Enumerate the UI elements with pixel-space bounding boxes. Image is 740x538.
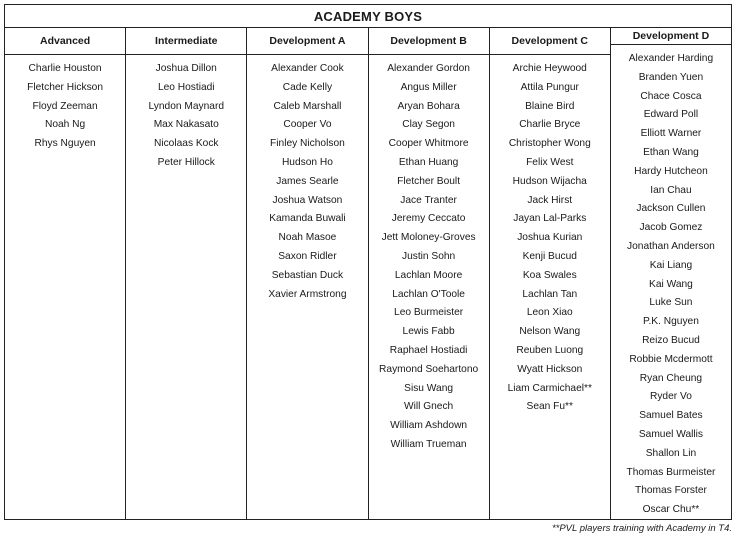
- player-name: Felix West: [526, 156, 574, 168]
- academy-roster-table: [4, 4, 732, 520]
- player-name: Kai Wang: [649, 278, 693, 290]
- player-name: Sisu Wang: [404, 382, 454, 394]
- player-name: Lachlan Tan: [522, 288, 578, 300]
- player-name: Cooper Vo: [283, 119, 332, 131]
- player-name: Hudson Wijacha: [512, 175, 587, 187]
- player-name: Jackson Cullen: [636, 203, 706, 215]
- player-name: Floyd Zeeman: [32, 100, 98, 112]
- player-name: Oscar Chu**: [642, 504, 700, 516]
- player-name: Will Gnech: [403, 401, 454, 413]
- player-name: Wyatt Hickson: [517, 363, 583, 375]
- column-development-a: [247, 28, 368, 520]
- column-development-c: [490, 28, 611, 520]
- player-name: Charlie Bryce: [519, 119, 581, 131]
- player-name: Sean Fu**: [526, 401, 573, 413]
- columns-container: [5, 28, 731, 520]
- player-list: [611, 45, 731, 520]
- player-name: Lachlan Moore: [394, 269, 463, 281]
- player-name: Noah Ng: [44, 119, 86, 131]
- player-name: Joshua Dillon: [155, 63, 217, 74]
- player-name: Hudson Ho: [281, 156, 333, 168]
- table-title: ACADEMY BOYS: [5, 5, 731, 28]
- player-name: Ryder Vo: [649, 391, 692, 403]
- player-name: Noah Masoe: [278, 232, 337, 244]
- player-name: Leon Xiao: [526, 307, 573, 319]
- player-name: Finley Nicholson: [270, 138, 345, 150]
- player-name: Joshua Kurian: [517, 232, 583, 244]
- player-name: Samuel Bates: [639, 410, 703, 422]
- player-name: Clay Segon: [402, 119, 455, 131]
- player-name: Alexander Harding: [628, 53, 714, 65]
- player-name: Alexander Gordon: [387, 63, 470, 74]
- player-name: Lyndon Maynard: [148, 100, 225, 112]
- player-name: Jeremy Ceccato: [391, 213, 466, 225]
- player-name: Attila Pungur: [520, 81, 579, 93]
- player-name: P.K. Nguyen: [643, 316, 699, 328]
- player-name: Jonathan Anderson: [627, 241, 715, 253]
- player-name: Joshua Watson: [272, 194, 343, 206]
- column-heading: Advanced: [5, 28, 125, 55]
- player-name: Blaine Bird: [525, 100, 575, 112]
- player-name: Nicolaas Kock: [153, 138, 219, 150]
- column-intermediate: [126, 28, 247, 520]
- player-list: [369, 55, 489, 455]
- player-name: Jett Moloney-Groves: [381, 232, 476, 244]
- footnote: **PVL players training with Academy in T4.: [551, 523, 732, 534]
- player-name: Ryan Cheung: [639, 372, 703, 384]
- player-list: [490, 55, 610, 417]
- player-name: Thomas Burmeister: [626, 466, 716, 478]
- player-name: Rhys Nguyen: [34, 138, 96, 150]
- player-name: Samuel Wallis: [638, 429, 704, 441]
- player-name: Kai Liang: [649, 259, 693, 271]
- player-name: Justin Sohn: [401, 250, 456, 262]
- player-name: James Searle: [276, 175, 339, 187]
- player-name: Jace Tranter: [400, 194, 457, 206]
- column-development-d: [611, 28, 731, 520]
- player-name: Luke Sun: [649, 297, 693, 309]
- player-name: William Trueman: [390, 438, 467, 450]
- player-name: Raymond Soehartono: [379, 363, 479, 375]
- player-name: Jayan Lal-Parks: [513, 213, 587, 225]
- column-heading: Development A: [247, 28, 367, 55]
- player-name: Robbie Mcdermott: [629, 353, 713, 365]
- player-name: Leo Burmeister: [394, 307, 464, 319]
- player-name: Caleb Marshall: [273, 100, 342, 112]
- player-name: Lewis Fabb: [402, 326, 455, 338]
- column-development-b: [369, 28, 490, 520]
- player-name: Fletcher Hickson: [27, 81, 104, 93]
- player-name: Ethan Wang: [643, 147, 699, 159]
- player-name: Charlie Houston: [28, 63, 102, 74]
- player-list: [5, 55, 125, 154]
- player-name: Jacob Gomez: [639, 222, 703, 234]
- player-name: Kenji Bucud: [522, 250, 577, 262]
- column-heading: Development D: [611, 28, 731, 45]
- player-name: Reizo Bucud: [642, 335, 700, 347]
- player-name: Elliott Warner: [640, 128, 702, 140]
- player-name: Aryan Bohara: [397, 100, 460, 112]
- player-name: Cade Kelly: [282, 81, 333, 93]
- player-name: Nelson Wang: [519, 326, 581, 338]
- player-name: Raphael Hostiadi: [389, 344, 468, 356]
- player-name: Angus Miller: [400, 81, 457, 93]
- player-name: Liam Carmichael**: [507, 382, 592, 394]
- player-name: Shallon Lin: [645, 447, 697, 459]
- player-name: Sebastian Duck: [271, 269, 344, 281]
- player-name: Lachlan O'Toole: [392, 288, 465, 300]
- player-name: Ethan Huang: [398, 156, 459, 168]
- player-name: Thomas Forster: [634, 485, 707, 497]
- player-name: Alexander Cook: [271, 63, 344, 74]
- column-advanced: [5, 28, 126, 520]
- column-heading: Development B: [369, 28, 489, 55]
- player-name: Jack Hirst: [527, 194, 573, 206]
- player-name: William Ashdown: [390, 420, 468, 432]
- player-name: Xavier Armstrong: [268, 288, 347, 300]
- player-name: Reuben Luong: [516, 344, 584, 356]
- player-name: Peter Hillock: [157, 156, 215, 168]
- player-name: Saxon Ridler: [278, 250, 337, 262]
- player-name: Edward Poll: [643, 109, 699, 121]
- player-name: Cooper Whitmore: [388, 138, 469, 150]
- player-name: Max Nakasato: [153, 119, 219, 131]
- player-name: Hardy Hutcheon: [634, 165, 708, 177]
- column-heading: Intermediate: [126, 28, 246, 55]
- player-name: Leo Hostiadi: [157, 81, 215, 93]
- player-name: Christopher Wong: [508, 138, 591, 150]
- player-name: Chace Cosca: [640, 90, 702, 102]
- player-list: [126, 55, 246, 173]
- player-name: Fletcher Boult: [397, 175, 461, 187]
- player-name: Ian Chau: [650, 184, 692, 196]
- player-list: [247, 55, 367, 304]
- player-name: Koa Swales: [522, 269, 577, 281]
- column-heading: Development C: [490, 28, 610, 55]
- player-name: Branden Yuen: [638, 71, 704, 83]
- player-name: Kamanda Buwali: [269, 213, 346, 225]
- player-name: Archie Heywood: [512, 63, 587, 74]
